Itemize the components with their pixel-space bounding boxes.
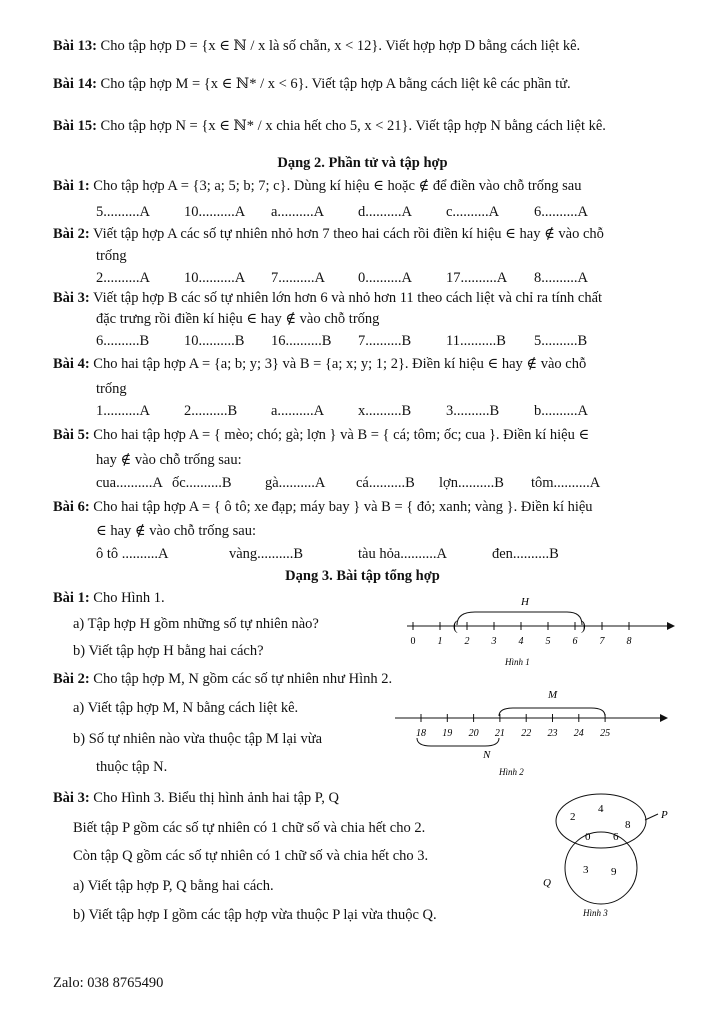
exercise-label: Bài 3: — [53, 790, 90, 806]
section-heading-3: Dạng 3. Bài tập tổng hợp — [285, 568, 440, 584]
tick-label: 6 — [572, 636, 578, 647]
fill-cell: 6..........B — [96, 333, 150, 349]
element: 4 — [598, 803, 604, 815]
set-label-p: P — [661, 809, 668, 821]
fill-cell: lợn..........B — [439, 475, 504, 491]
fill-cell: 5..........A — [96, 204, 150, 220]
fill-cell: 6..........A — [534, 204, 588, 220]
fill-cell: tôm..........A — [531, 475, 601, 491]
fill-cell: 10..........A — [184, 270, 246, 286]
figure-2-number-line — [395, 686, 675, 781]
fill-cell: ốc..........B — [172, 475, 232, 491]
exercise-label: Bài 5: — [53, 427, 90, 443]
exercise-text: Cho hai tập hợp A = { ô tô; xe đạp; máy bay } và B = { đỏ; xanh; vàng }. Điền kí hiệu — [93, 499, 593, 515]
question-a: a) Viết tập hợp M, N bằng cách liệt kê. — [73, 700, 299, 716]
element: 6 — [613, 831, 619, 843]
exercise-text-cont: trống — [96, 248, 127, 264]
exercise-text: Cho Hình 3. Biểu thị hình ảnh hai tập P, Q — [93, 790, 339, 806]
d3-exercise-2 — [53, 671, 392, 688]
exercise-14 — [53, 76, 571, 93]
tick-label: 5 — [545, 636, 551, 647]
set-brace — [457, 612, 582, 625]
fill-cell: gà..........A — [265, 475, 326, 491]
figure-3-venn — [535, 790, 685, 925]
fill-cell: đen..........B — [492, 546, 559, 562]
fill-cell: 11..........B — [446, 333, 506, 349]
fill-cell: 7..........B — [358, 333, 412, 349]
exercise-text: Cho tập hợp N = {x ∈ ℕ* / x chia hết cho 5, x < 21}. Viết tập hợp N bằng cách liệt kê. — [100, 118, 606, 134]
p-pointer — [645, 814, 658, 820]
fill-cell: d..........A — [358, 204, 412, 220]
question-b: b) Viết tập hợp I gồm các tập hợp vừa thuộc P lại vừa thuộc Q. — [73, 907, 437, 923]
fill-cell: 5..........B — [534, 333, 588, 349]
exercise-label: Bài 2: — [53, 226, 90, 242]
element: 3 — [583, 864, 589, 876]
exercise-text-cont: ∈ hay ∉ vào chỗ trống sau: — [96, 523, 256, 539]
exercise-text: Viết tập hợp A các số tự nhiên nhỏ hơn 7 theo hai cách rồi điền kí hiệu ∈ hay ∉ vào chỗ — [93, 226, 604, 242]
set-q-circle — [565, 832, 637, 904]
fill-cell: x..........B — [358, 403, 412, 419]
exercise-label: Bài 14: — [53, 76, 97, 92]
question-b: b) Viết tập hợp H bằng hai cách? — [73, 643, 264, 659]
fill-cell: a..........A — [271, 204, 325, 220]
exercise-13 — [53, 38, 580, 55]
d2-exercise-4 — [53, 356, 586, 373]
tick-label: 18 — [416, 728, 426, 739]
tick-label: 3 — [491, 636, 497, 647]
statement-q: Còn tập Q gồm các số tự nhiên có 1 chữ số và chia hết cho 3. — [73, 848, 429, 864]
tick-label: 25 — [600, 728, 611, 739]
figure-1-number-line — [395, 592, 675, 672]
fill-cell: 0..........A — [358, 270, 412, 286]
fill-row — [96, 333, 587, 350]
close-bracket: ) — [581, 619, 586, 634]
exercise-text: Cho hai tập hợp A = {a; b; y; 3} và B = {a; x; y; 1; 2}. Điền kí hiệu ∈ hay ∉ vào chỗ — [93, 356, 587, 372]
tick-label: 24 — [573, 728, 584, 739]
d2-exercise-3 — [53, 290, 602, 307]
exercise-label: Bài 15: — [53, 118, 97, 134]
exercise-label: Bài 2: — [53, 671, 90, 687]
tick-label: 1 — [437, 636, 443, 647]
tick-label: 22 — [521, 728, 532, 739]
exercise-text: Cho tập hợp M = {x ∈ ℕ* / x < 6}. Viết tập hợp A bằng cách liệt kê các phần tử. — [100, 76, 571, 92]
fill-row — [96, 546, 559, 563]
set-label-n: N — [483, 749, 491, 761]
exercise-text: Cho hai tập hợp A = { mèo; chó; gà; lợn } và B = { cá; tôm; ốc; cua }. Điền kí hiệu ∈ — [93, 427, 590, 443]
question-b: b) Số tự nhiên nào vừa thuộc tập M lại vừa — [73, 731, 323, 747]
fill-row — [96, 475, 600, 492]
set-brace-n — [417, 738, 499, 746]
fill-row — [96, 204, 588, 221]
figure-caption: Hình 2 — [499, 767, 524, 777]
fill-cell: 16..........B — [271, 333, 332, 349]
tick-label: 8 — [626, 636, 632, 647]
fill-cell: 2..........A — [96, 270, 150, 286]
tick-label: 2 — [464, 636, 470, 647]
exercise-text: Cho Hình 1. — [93, 590, 165, 606]
tick-label: 23 — [547, 728, 558, 739]
fill-row — [96, 270, 588, 287]
tick-label: 19 — [442, 728, 453, 739]
fill-cell: 8..........A — [534, 270, 588, 286]
figure-caption: Hình 1 — [505, 657, 530, 667]
fill-cell: 17..........A — [446, 270, 508, 286]
exercise-label: Bài 1: — [53, 178, 90, 194]
d3-exercise-3 — [53, 790, 339, 807]
fill-cell: a..........A — [271, 403, 325, 419]
tick-label: 4 — [518, 636, 524, 647]
element: 0 — [585, 831, 591, 843]
exercise-15 — [53, 118, 606, 135]
axis-arrow — [660, 714, 668, 722]
fill-cell: cá..........B — [356, 475, 415, 491]
fill-row — [96, 403, 588, 420]
element: 2 — [570, 811, 576, 823]
exercise-label: Bài 13: — [53, 38, 97, 54]
question-b-cont: thuộc tập N. — [96, 759, 168, 775]
fill-cell: vàng..........B — [229, 546, 304, 562]
fill-cell: 7..........A — [271, 270, 325, 286]
d2-exercise-5 — [53, 427, 589, 444]
exercise-label: Bài 1: — [53, 590, 90, 606]
exercise-text: Cho tập hợp A = {3; a; 5; b; 7; c}. Dùng kí hiệu ∈ hoặc ∉ để điền vào chỗ trống sau — [93, 178, 582, 194]
fill-cell: 3..........B — [446, 403, 500, 419]
question-a: a) Tập hợp H gồm những số tự nhiên nào? — [73, 616, 319, 632]
element: 9 — [611, 866, 617, 878]
exercise-label: Bài 6: — [53, 499, 90, 515]
exercise-label: Bài 4: — [53, 356, 90, 372]
axis-arrow — [667, 622, 675, 630]
fill-cell: cua..........A — [96, 475, 163, 491]
section-heading-2: Dạng 2. Phần tử và tập hợp — [277, 155, 448, 171]
fill-cell: c..........A — [446, 204, 500, 220]
exercise-text: Cho tập hợp M, N gồm các số tự nhiên như Hình 2. — [93, 671, 393, 687]
statement-p: Biết tập P gồm các số tự nhiên có 1 chữ số và chia hết cho 2. — [73, 820, 426, 836]
question-a: a) Viết tập hợp P, Q bằng hai cách. — [73, 878, 274, 894]
set-label-q: Q — [543, 877, 551, 889]
tick-label: 20 — [468, 728, 479, 739]
set-label-m: M — [548, 689, 558, 701]
fill-cell: tàu hỏa..........A — [358, 546, 447, 562]
exercise-text-cont: đặc trưng rồi điền kí hiệu ∈ hay ∉ vào chỗ trống — [96, 311, 380, 327]
fill-cell: 1..........A — [96, 403, 150, 419]
fill-cell: b..........A — [534, 403, 588, 419]
fill-cell: 10..........B — [184, 333, 245, 349]
figure-caption: Hình 3 — [583, 908, 608, 918]
exercise-text: Cho tập hợp D = {x ∈ ℕ / x là số chẵn, x < 12}. Viết hợp hợp D bằng cách liệt kê. — [100, 38, 581, 54]
fill-cell: 2..........B — [184, 403, 238, 419]
element: 8 — [625, 819, 631, 831]
tick-label: 0 — [410, 636, 416, 647]
fill-cell: ô tô ..........A — [96, 546, 169, 562]
exercise-text: Viết tập hợp B các số tự nhiên lớn hơn 6 và nhỏ hơn 11 theo cách liệt và chỉ ra tính chất — [93, 290, 603, 306]
d2-exercise-6 — [53, 499, 593, 516]
d2-exercise-2 — [53, 226, 604, 243]
open-bracket: ( — [453, 619, 458, 634]
exercise-label: Bài 3: — [53, 290, 90, 306]
fill-cell: 10..........A — [184, 204, 246, 220]
footer-contact: Zalo: 038 8765490 — [53, 975, 164, 991]
tick-label: 21 — [494, 728, 505, 739]
d2-exercise-1 — [53, 178, 581, 195]
tick-label: 7 — [599, 636, 605, 647]
set-label-h: H — [521, 596, 529, 608]
exercise-text-cont: trống — [96, 381, 127, 397]
exercise-text-cont: hay ∉ vào chỗ trống sau: — [96, 452, 242, 468]
d3-exercise-1 — [53, 590, 165, 607]
